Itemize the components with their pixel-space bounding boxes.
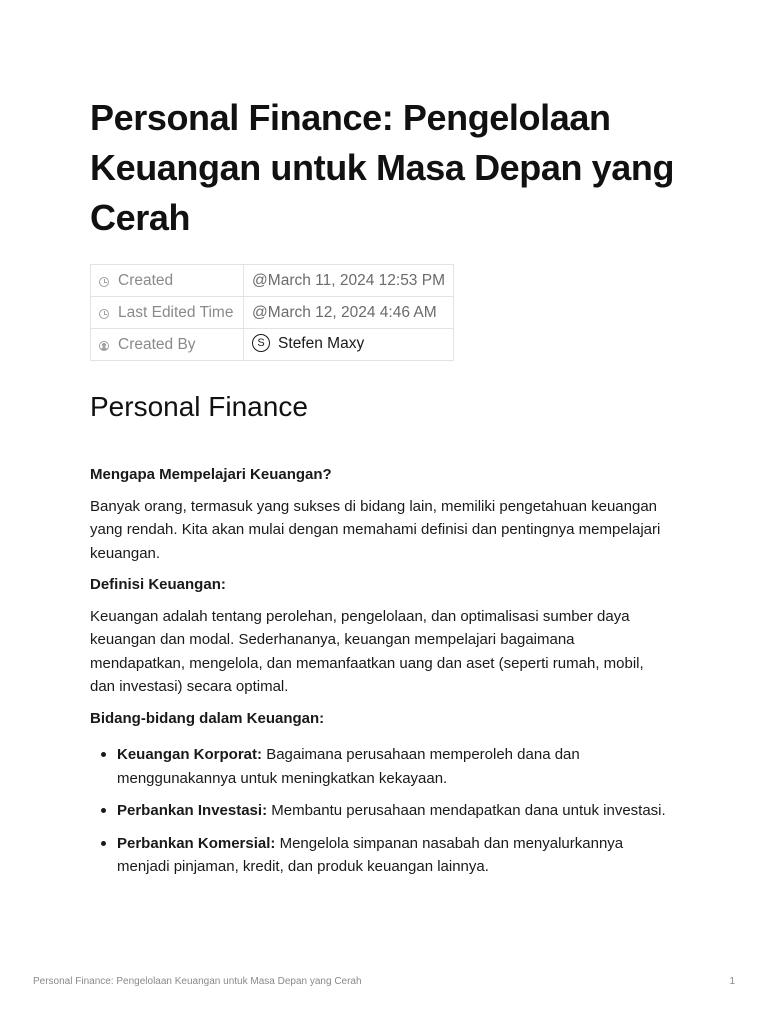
property-key-created (91, 265, 244, 297)
list-item-term: Perbankan Komersial: (117, 834, 276, 852)
definition-paragraph: Keuangan adalah tentang perolehan, pengelolaan, dan optimalisasi sumber daya keuangan dan modal. Sederhananya, keuangan mempelajari bagaimana mendapatkan, mengelola, dan memanfaatkan uang dan aset (seperti rumah, mobil, dan investasi) secara optimal. (90, 607, 644, 695)
property-label: Created By (118, 335, 196, 353)
why-heading: Mengapa Mempelajari Keuangan? (90, 466, 332, 483)
property-row-created (91, 265, 454, 297)
property-label: Last Edited Time (118, 303, 234, 321)
list-item-term: Perbankan Investasi: (117, 802, 268, 819)
property-row-last-edited (91, 297, 454, 329)
property-value-created-by[interactable] (244, 329, 454, 361)
property-value-last-edited: @March 12, 2024 4:46 AM (244, 297, 454, 329)
fields-list (90, 743, 670, 879)
document-body (90, 463, 670, 888)
properties-table (90, 264, 454, 361)
property-row-created-by (91, 329, 454, 361)
clock-icon (99, 309, 109, 319)
user-icon (99, 341, 109, 351)
list-item (117, 743, 670, 790)
page-title: Personal Finance: Pengelolaan Keuangan untuk Masa Depan yang Cerah (90, 97, 675, 238)
list-item-term: Keuangan Korporat: (117, 746, 263, 763)
list-item-text: Membantu perusahaan mendapatkan dana untuk investasi. (271, 802, 666, 819)
list-item (117, 799, 670, 823)
list-item-text: Bagaimana perusahaan memperoleh dana dan menggunakannya untuk meningkatkan kekayaan. (117, 746, 580, 787)
list-item (117, 832, 670, 879)
clock-icon (99, 277, 109, 287)
property-value-created: @March 11, 2024 12:53 PM (244, 265, 454, 297)
footer-title: Personal Finance: Pengelolaan Keuangan untuk Masa Depan yang Cerah (33, 976, 362, 987)
list-item-text: Mengelola simpanan nasabah dan menyalurkannya menjadi pinjaman, kredit, dan produk keuangan lainnya. (117, 834, 624, 875)
property-label: Created (118, 271, 174, 289)
page-number: 1 (729, 976, 735, 987)
fields-heading: Bidang-bidang dalam Keuangan: (90, 709, 325, 727)
creator-name: Stefen Maxy (278, 335, 365, 353)
property-key-last-edited (91, 297, 244, 329)
definition-heading: Definisi Keuangan: (90, 576, 226, 593)
property-key-created-by (91, 329, 244, 361)
why-paragraph: Banyak orang, termasuk yang sukses di bidang lain, memiliki pengetahuan keuangan yang rendah. Kita akan mulai dengan memahami definisi dan pentingnya mempelajari keuangan. (90, 497, 661, 562)
section-heading: Personal Finance (90, 391, 308, 422)
avatar: S (252, 334, 270, 352)
